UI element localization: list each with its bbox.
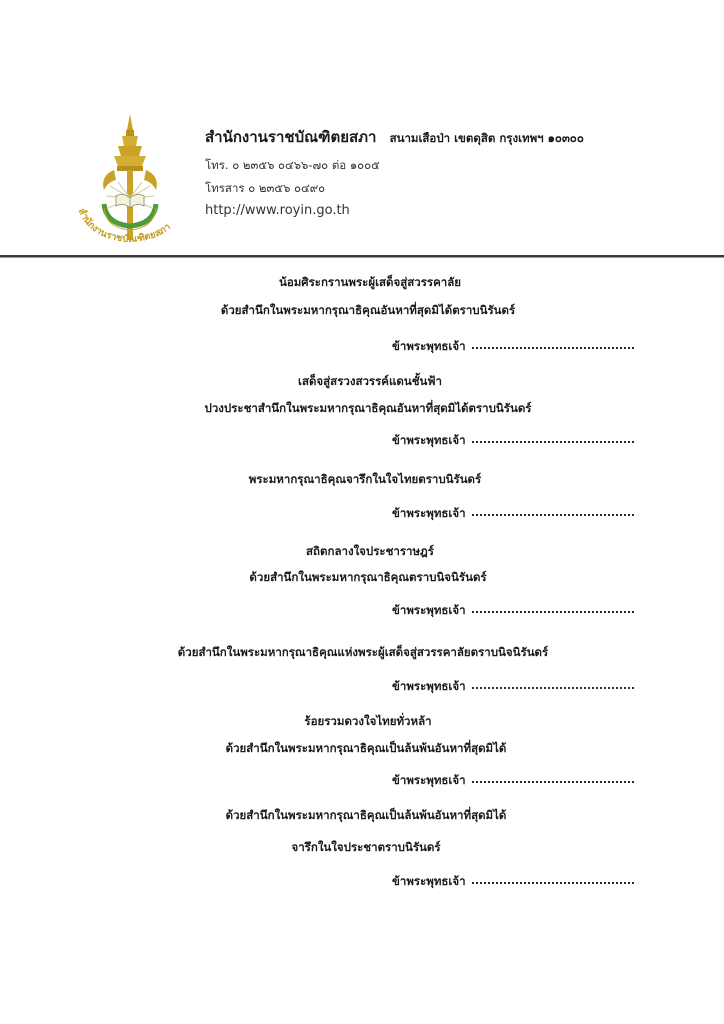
- message-4-line-1: สถิตกลางใจประชาราษฎร์: [306, 544, 434, 558]
- signature-blank[interactable]: [472, 438, 634, 443]
- signature-label: ข้าพระพุทธเจ้า: [392, 874, 466, 888]
- royal-society-emblem-icon: [70, 112, 190, 244]
- signature-blank[interactable]: [472, 344, 634, 349]
- signature-label: ข้าพระพุทธเจ้า: [392, 679, 466, 693]
- org-address: สนามเสือป่า เขตดุสิต กรุงเทพฯ ๑๐๓๐๐: [389, 131, 584, 145]
- signature-label: ข้าพระพุทธเจ้า: [392, 339, 466, 353]
- signature-blank[interactable]: [472, 879, 634, 884]
- message-6-line-2: ด้วยสำนึกในพระมหากรุณาธิคุณเป็นล้นพ้นอันหาที่สุดมิได้: [225, 741, 507, 755]
- org-fax: โทรสาร ๐ ๒๓๕๖ ๐๔๙๐: [205, 180, 326, 195]
- org-website-link[interactable]: http://www.royin.go.th: [205, 203, 350, 218]
- message-4-signature: [392, 602, 634, 618]
- message-2-signature: [392, 432, 634, 448]
- message-1-line-2: ด้วยสำนึกในพระมหากรุณาธิคุณอันหาที่สุดมิได้ตราบนิรันดร์: [220, 303, 516, 317]
- message-3-signature: [392, 505, 634, 521]
- signature-blank[interactable]: [472, 608, 634, 613]
- message-5-line-1: ด้วยสำนึกในพระมหากรุณาธิคุณแห่งพระผู้เสด็จสู่สวรรคาลัยตราบนิจนิรันดร์: [177, 645, 549, 659]
- message-7-line-2: จารึกในใจประชาตราบนิรันดร์: [291, 840, 441, 854]
- message-3-line-1: พระมหากรุณาธิคุณจารึกในใจไทยตราบนิรันดร์: [248, 472, 482, 486]
- signature-label: ข้าพระพุทธเจ้า: [392, 603, 466, 617]
- message-6-signature: [392, 772, 634, 788]
- org-telephone: โทร. ๐ ๒๓๕๖ ๐๔๖๖-๗๐ ต่อ ๑๐๐๕: [205, 158, 380, 172]
- header-divider: [0, 255, 724, 258]
- message-4-line-2: ด้วยสำนึกในพระมหากรุณาธิคุณตราบนิจนิรันดร์: [249, 570, 487, 584]
- emblem-caption: สำนักงานราชบัณฑิตยสภา: [75, 206, 173, 244]
- message-2-line-1: เสด็จสู่สรวงสวรรค์แดนชั้นฟ้า: [298, 374, 442, 388]
- message-2-line-2: ปวงประชาสำนึกในพระมหากรุณาธิคุณอันหาที่สุดมิได้ตราบนิรันดร์: [204, 401, 532, 415]
- signature-label: ข้าพระพุทธเจ้า: [392, 773, 466, 787]
- signature-blank[interactable]: [472, 684, 634, 689]
- org-name: สำนักงานราชบัณฑิตยสภา: [205, 128, 377, 146]
- signature-blank[interactable]: [472, 511, 634, 516]
- message-6-line-1: ร้อยรวมดวงใจไทยทั่วหล้า: [304, 714, 432, 728]
- signature-label: ข้าพระพุทธเจ้า: [392, 433, 466, 447]
- message-5-signature: [392, 678, 634, 694]
- signature-label: ข้าพระพุทธเจ้า: [392, 506, 466, 520]
- org-title-line: [205, 126, 584, 148]
- signature-blank[interactable]: [472, 778, 634, 783]
- message-1-line-1: น้อมศิระกรานพระผู้เสด็จสู่สวรรคาลัย: [278, 275, 462, 289]
- message-1-signature: [392, 338, 634, 354]
- organization-info: [205, 126, 584, 222]
- message-7-line-1: ด้วยสำนึกในพระมหากรุณาธิคุณเป็นล้นพ้นอันหาที่สุดมิได้: [225, 808, 507, 822]
- message-7-signature: [392, 873, 634, 889]
